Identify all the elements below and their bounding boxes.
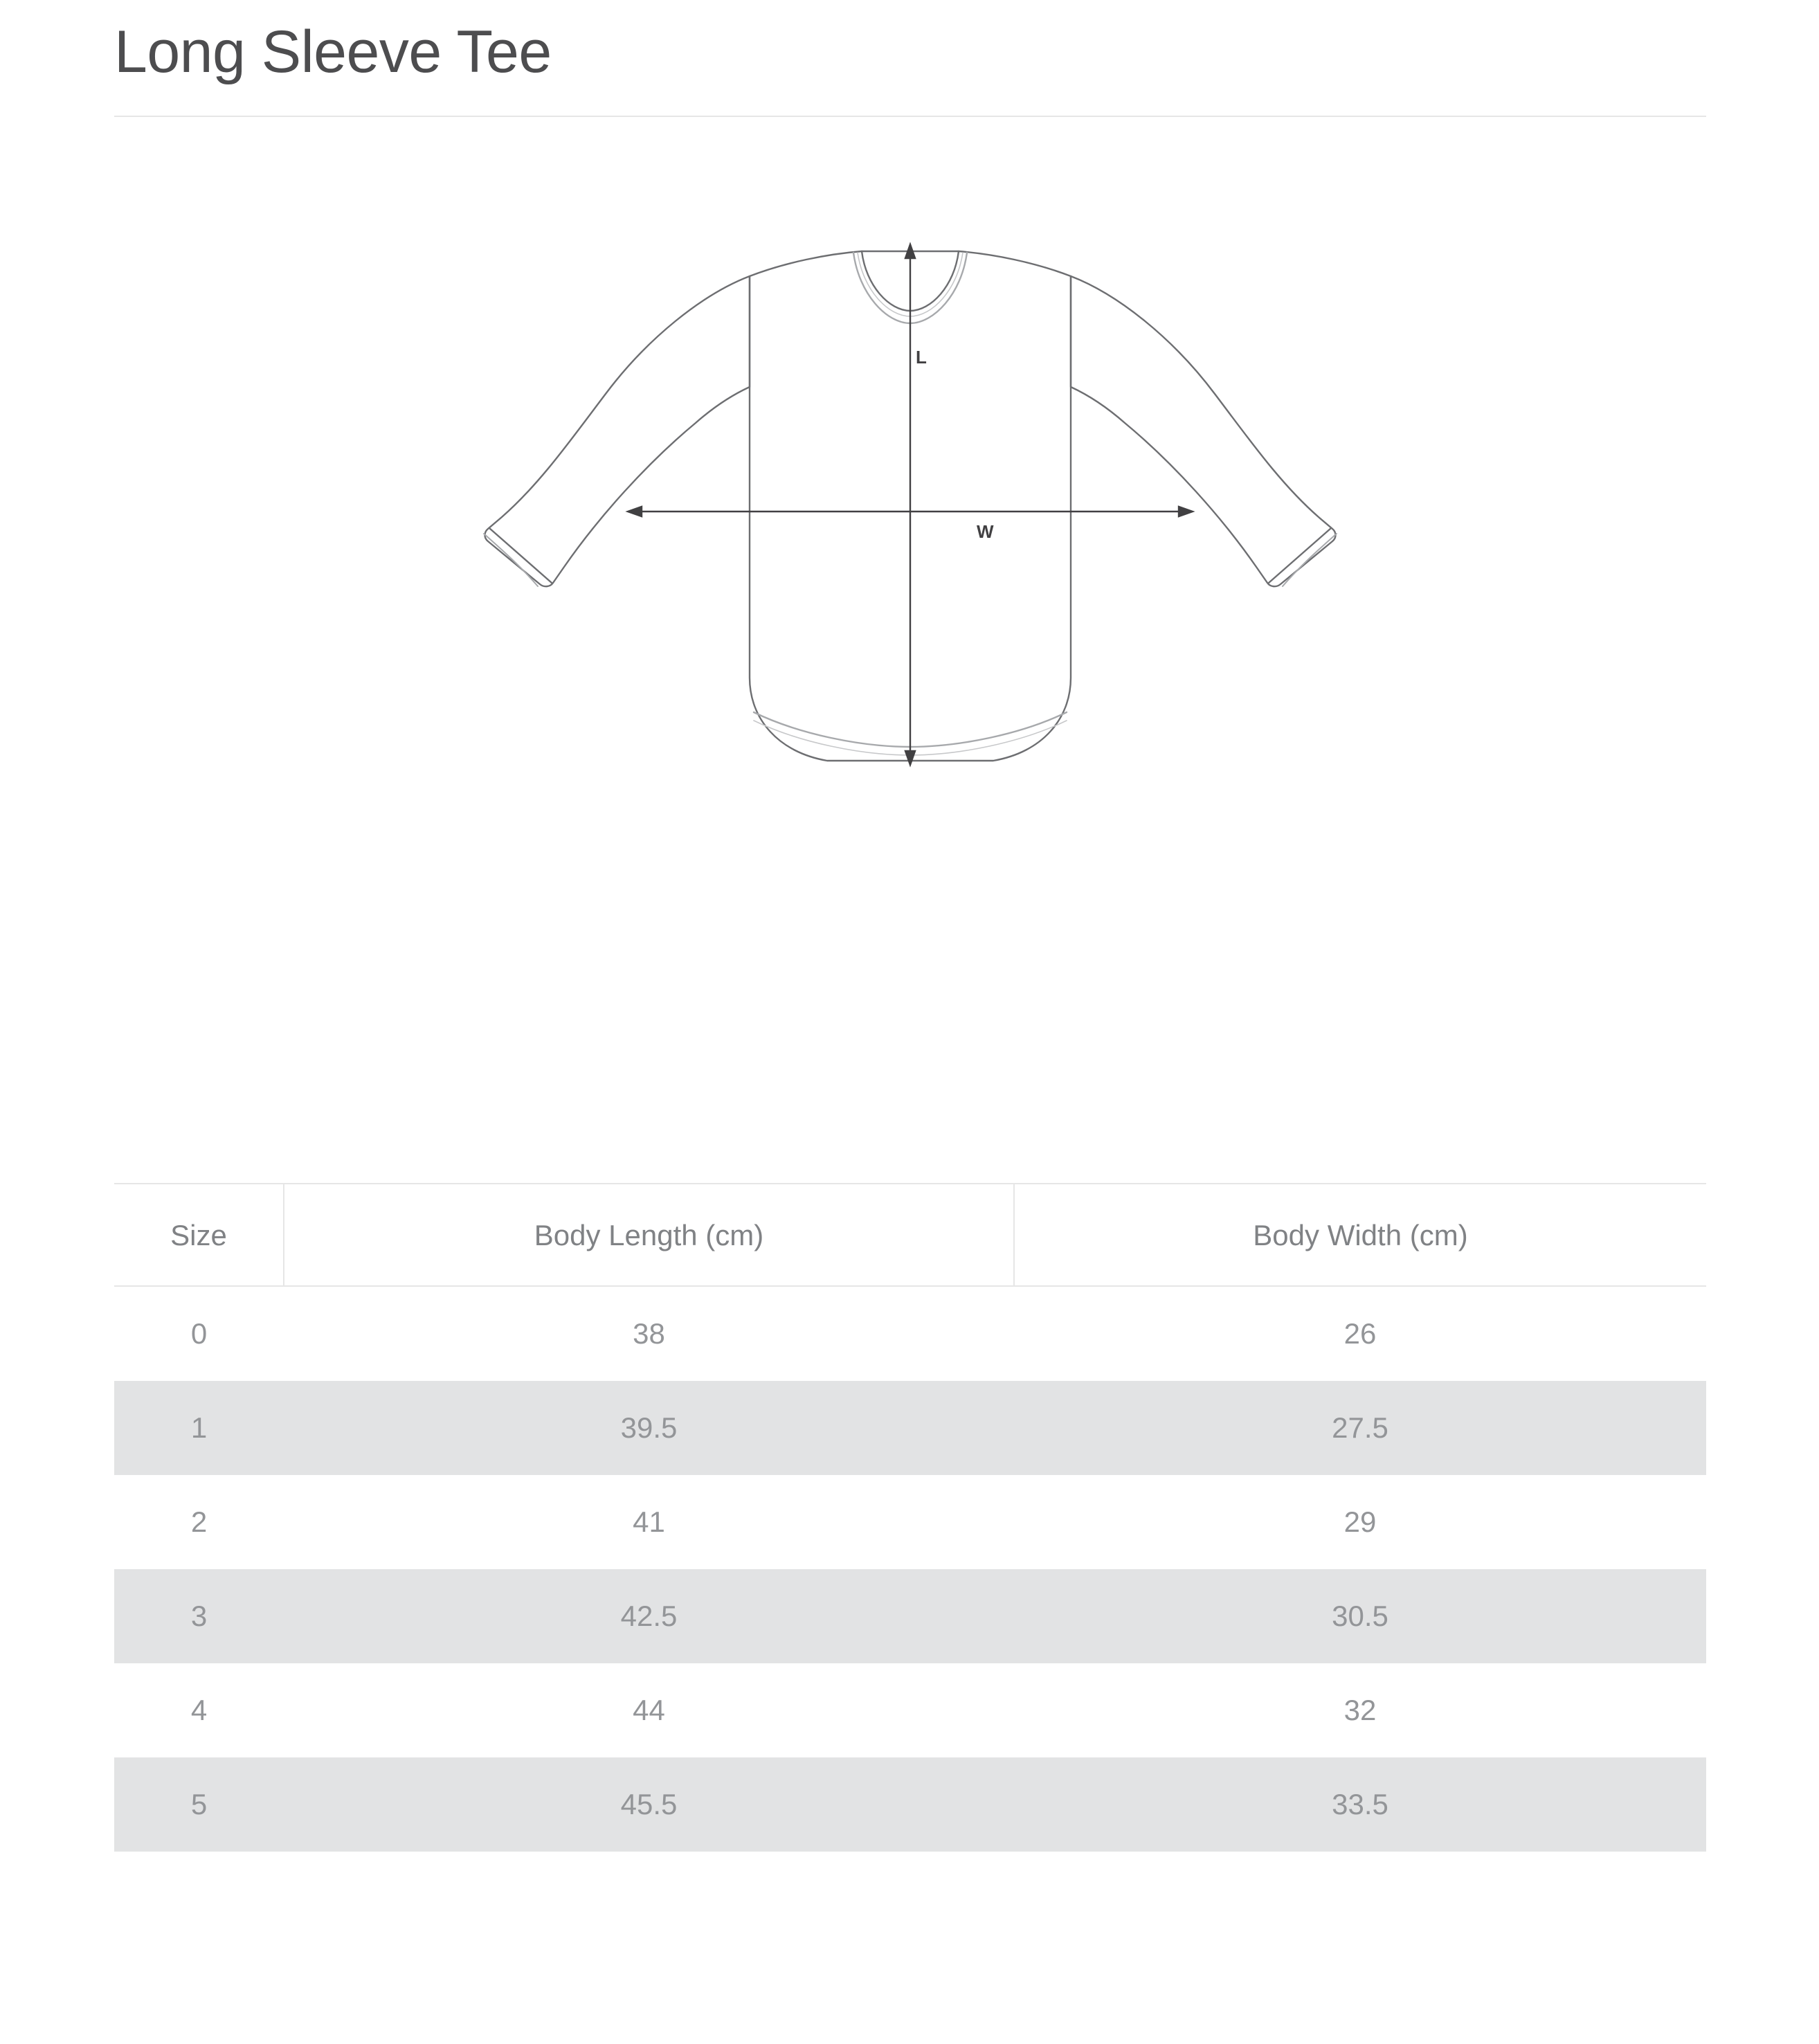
column-header-body-width: Body Width (cm): [1014, 1184, 1706, 1286]
cell-body-length: 42.5: [284, 1569, 1014, 1663]
cell-body-width: 27.5: [1014, 1381, 1706, 1475]
table-row: [114, 1475, 1706, 1569]
cell-size: 0: [114, 1286, 284, 1381]
width-label: W: [977, 521, 994, 542]
content-container: [114, 0, 1706, 1852]
cell-body-length: 41: [284, 1475, 1014, 1569]
table-body: [114, 1286, 1706, 1852]
table-header: [114, 1184, 1706, 1286]
cell-size: 5: [114, 1757, 284, 1852]
column-header-size: Size: [114, 1184, 284, 1286]
cell-size: 3: [114, 1569, 284, 1663]
cell-body-width: 29: [1014, 1475, 1706, 1569]
length-label: L: [916, 346, 927, 368]
cell-body-length: 45.5: [284, 1757, 1014, 1852]
table-row: [114, 1569, 1706, 1663]
long-sleeve-tee-icon: [474, 235, 1346, 878]
table-row: [114, 1663, 1706, 1757]
product-diagram-figure: [114, 117, 1706, 1183]
cell-size: 4: [114, 1663, 284, 1757]
cell-size: 1: [114, 1381, 284, 1475]
cell-body-width: 33.5: [1014, 1757, 1706, 1852]
cell-body-width: 32: [1014, 1663, 1706, 1757]
table-row: [114, 1286, 1706, 1381]
size-chart-table: [114, 1183, 1706, 1852]
cell-body-length: 44: [284, 1663, 1014, 1757]
table-row: [114, 1381, 1706, 1475]
cell-body-width: 26: [1014, 1286, 1706, 1381]
column-header-body-length: Body Length (cm): [284, 1184, 1014, 1286]
page-title: Long Sleeve Tee: [114, 0, 1706, 117]
cell-size: 2: [114, 1475, 284, 1569]
cell-body-length: 38: [284, 1286, 1014, 1381]
cell-body-length: 39.5: [284, 1381, 1014, 1475]
cell-body-width: 30.5: [1014, 1569, 1706, 1663]
table-header-row: [114, 1184, 1706, 1286]
table-row: [114, 1757, 1706, 1852]
